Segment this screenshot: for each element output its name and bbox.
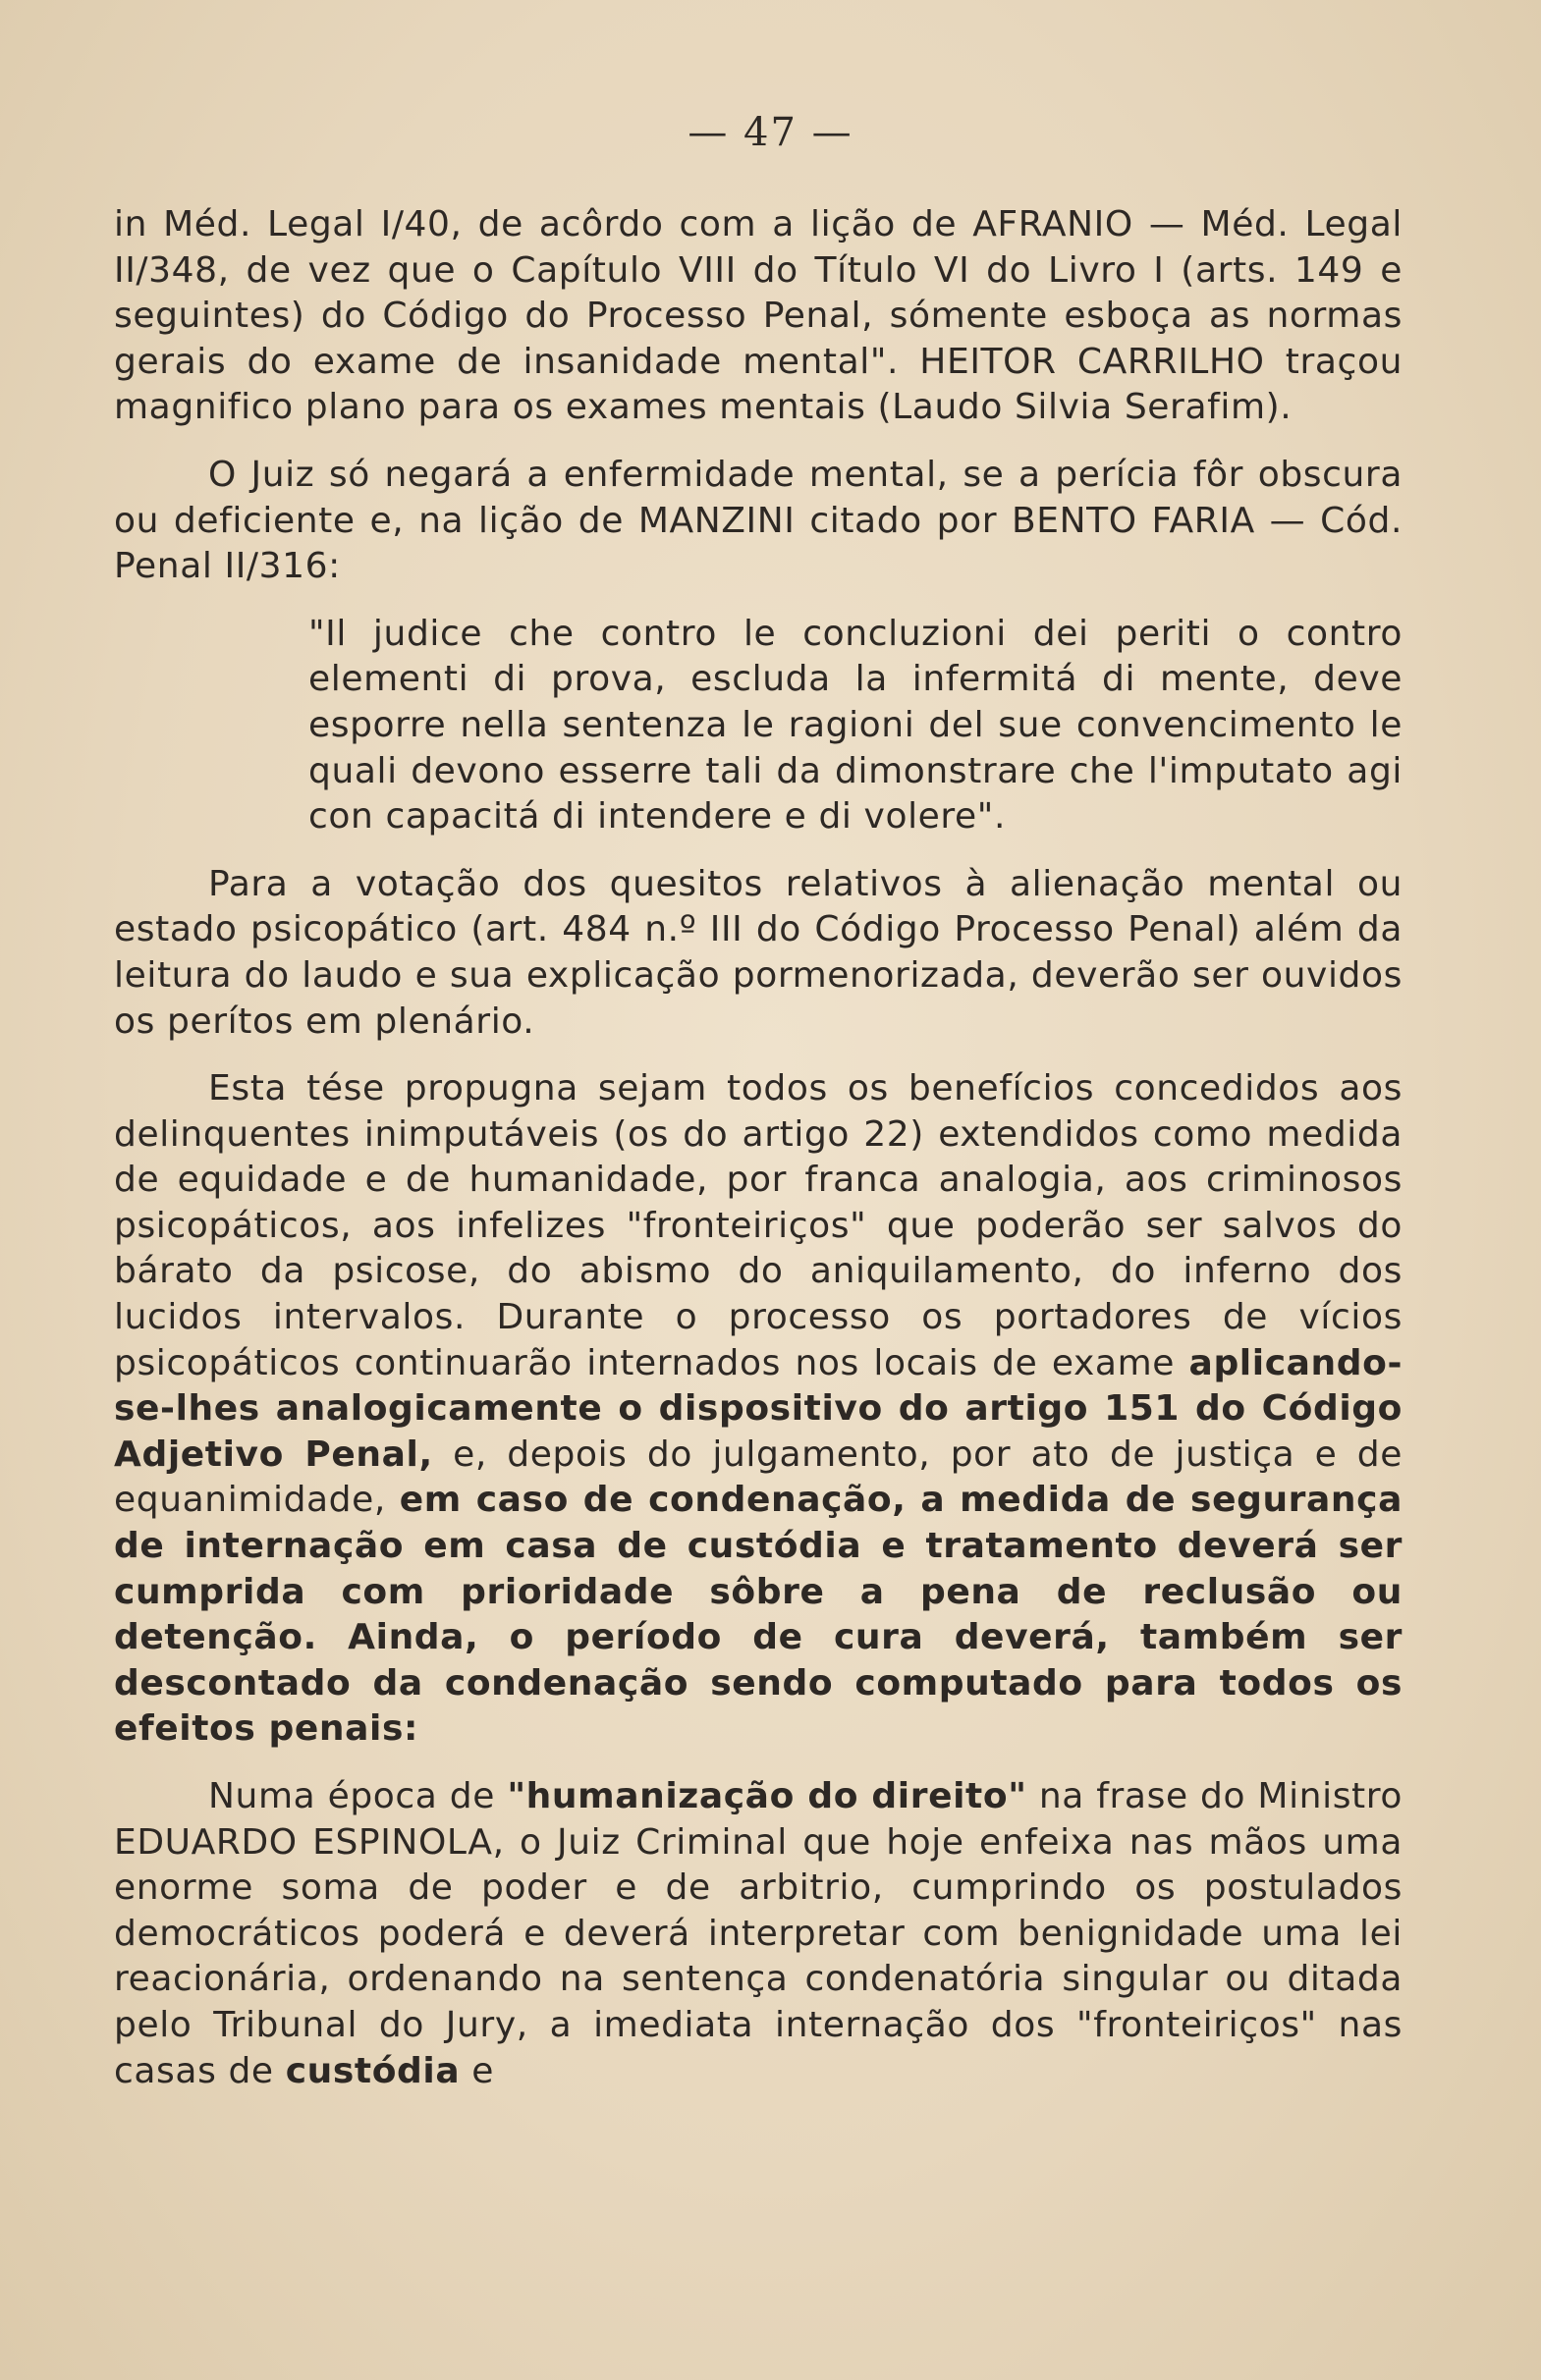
paragraph-votacao-quesitos: Para a votação dos quesitos relativos à alienação mental ou estado psicopático (art. 484 n.º III do Código Processo Penal) além da leitura do laudo e sua explicação pormenorizada, deverão ser ouvidos os perítos em plenário.: [114, 863, 1403, 1042]
bold-text-segment: em caso de condenação, a medida de segurança de internação em casa de custódia e tratamento deverá ser cumprida com prioridade sôbre a pena de reclusão ou detenção. Ainda, o período de cura deverá, também ser descontado da condenação sendo computado para todos os efeitos penais:: [114, 1480, 1403, 1750]
bold-text-segment: custódia: [285, 2050, 461, 2091]
bold-text-segment: aplicando-se-lhes analogicamente o dispositivo do artigo 151 do Código Adjetivo Penal,: [114, 1342, 1403, 1475]
document-body: [114, 202, 1403, 2094]
bold-text-segment: "humanização do direito": [507, 1776, 1027, 1816]
paragraph-text-segment: Esta tése propugna sejam todos os benefícios concedidos aos delinquentes inimputáveis (os do artigo 22) extendidos como medida de equidade e de humanidade, por franca analogia, aos criminosos psicopáticos, aos infelizes "fronteiriços" que poderão ser salvos do bárato da psicose, do abismo do aniquilamento, do inferno dos lucidos intervalos. Durante o processo os portadores de vícios psicopáticos continuarão internados nos locais de exame: [114, 1068, 1403, 1383]
paragraph-text-segment: na frase do Ministro EDUARDO ESPINOLA, o Juiz Criminal que hoje enfeixa nas mãos uma enorme soma de poder e de arbitrio, cumprindo os postulados democráticos poderá e deverá interpretar com benignidade uma lei reacionária, ordenando na sentença condenatória singular ou ditada pelo Tribunal do Jury, a imediata internação dos "fronteiriços" nas casas de: [114, 1776, 1403, 2091]
paragraph-tese-beneficios: [114, 1066, 1403, 1753]
paragraph-judge-perícia: O Juiz só negará a enfermidade mental, se a perícia fôr obscura ou deficiente e, na lição de MANZINI citado por BENTO FARIA — Cód. Penal II/316:: [114, 454, 1403, 587]
paragraph-text-segment: e: [460, 2050, 495, 2091]
paragraph-humanizacao-direito: [114, 1774, 1403, 2094]
paragraph-citation-continuation: in Méd. Legal I/40, de acôrdo com a lição de AFRANIO — Méd. Legal II/348, de vez que o Capítulo VIII do Título VI do Livro I (arts. 149 e seguintes) do Código do Processo Penal, sómente esboça as normas gerais do exame de insanidade mental". HEITOR CARRILHO traçou magnifico plano para os exames mentais (Laudo Silvia Serafim).: [114, 204, 1403, 428]
paragraph-text-segment: e, depois do julgamento, por ato de justiça e de equanimidade,: [114, 1433, 1403, 1521]
page-number: — 47 —: [688, 110, 853, 155]
paragraph-text-segment: Numa época de: [208, 1776, 508, 1816]
quote-manzini: "Il judice che contro le concluzioni dei periti o contro elementi di prova, escluda la infermitá di mente, deve esporre nella sentenza le ragioni del sue convencimento le quali devono esserre tali da dimonstrare che l'imputato agi con capacitá di intendere e di volere".: [308, 613, 1403, 838]
